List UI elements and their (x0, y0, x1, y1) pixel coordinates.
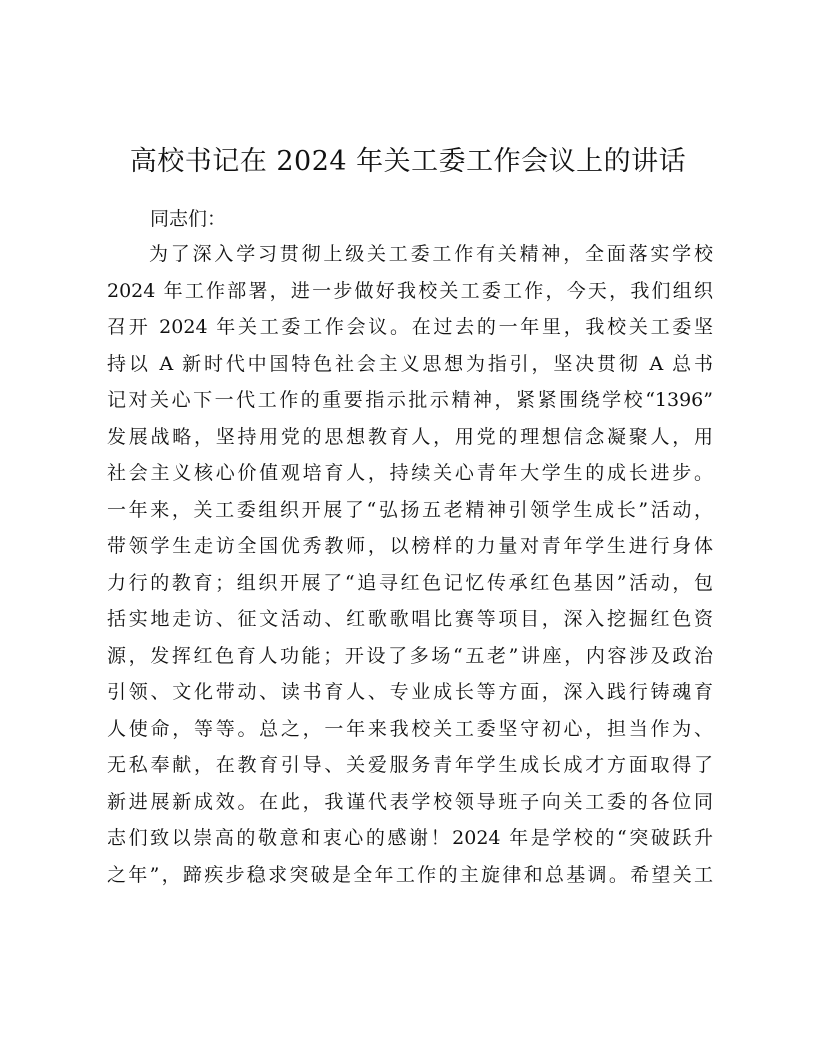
body-line: 一年来，关工委组织开展了“弘扬五老精神引领学生成长”活动， (107, 498, 713, 521)
body-line: 为了深入学习贯彻上级关工委工作有关精神，全面落实学校 (149, 243, 713, 265)
body-line: 无私奉献，在教育引导、关爱服务青年学生成长成才方面取得了 (107, 754, 713, 776)
document-title: 高校书记在 2024 年关工委工作会议上的讲话 (129, 146, 687, 177)
body-line: 持以 A 新时代中国特色社会主义思想为指引，坚决贯彻 A 总书 (107, 352, 713, 375)
body-line: 新进展新成效。在此，我谨代表学校领导班子向关工委的各位同 (107, 790, 713, 813)
body-line: 带领学生走访全国优秀教师，以榜样的力量对青年学生进行身体 (107, 535, 713, 557)
body-line: 源，发挥红色育人功能；开设了多场“五老”讲座，内容涉及政治 (107, 644, 713, 667)
body-line: 召开 2024 年关工委工作会议。在过去的一年里，我校关工委坚 (107, 316, 713, 338)
body-line: 记对关心下一代工作的重要指示批示精神，紧紧围绕学校“1396” (107, 389, 713, 411)
body-line: 社会主义核心价值观培育人，持续关心青年大学生的成长进步。 (107, 462, 713, 484)
body-line: 人使命，等等。总之，一年来我校关工委坚守初心，担当作为、 (107, 717, 713, 740)
body-line: 括实地走访、征文活动、红歌歌唱比赛等项目，深入挖掘红色资 (107, 608, 713, 630)
body-paragraph (107, 236, 713, 893)
body-line: 力行的教育；组织开展了“追寻红色记忆传承红色基因”活动，包 (107, 571, 713, 594)
body-line: 志们致以崇高的敬意和衷心的感谢！2024 年是学校的“突破跃升 (107, 827, 713, 849)
body-line: 引领、文化带动、读书育人、专业成长等方面，深入践行铸魂育 (107, 681, 713, 703)
body-line: 发展战略，坚持用党的思想教育人，用党的理想信念凝聚人，用 (107, 425, 713, 448)
body-line: 之年”，蹄疾步稳求突破是全年工作的主旋律和总基调。希望关工 (107, 863, 713, 886)
body-line: 2024 年工作部署，进一步做好我校关工委工作，今天，我们组织 (107, 279, 713, 302)
salutation: 同志们： (150, 208, 227, 230)
